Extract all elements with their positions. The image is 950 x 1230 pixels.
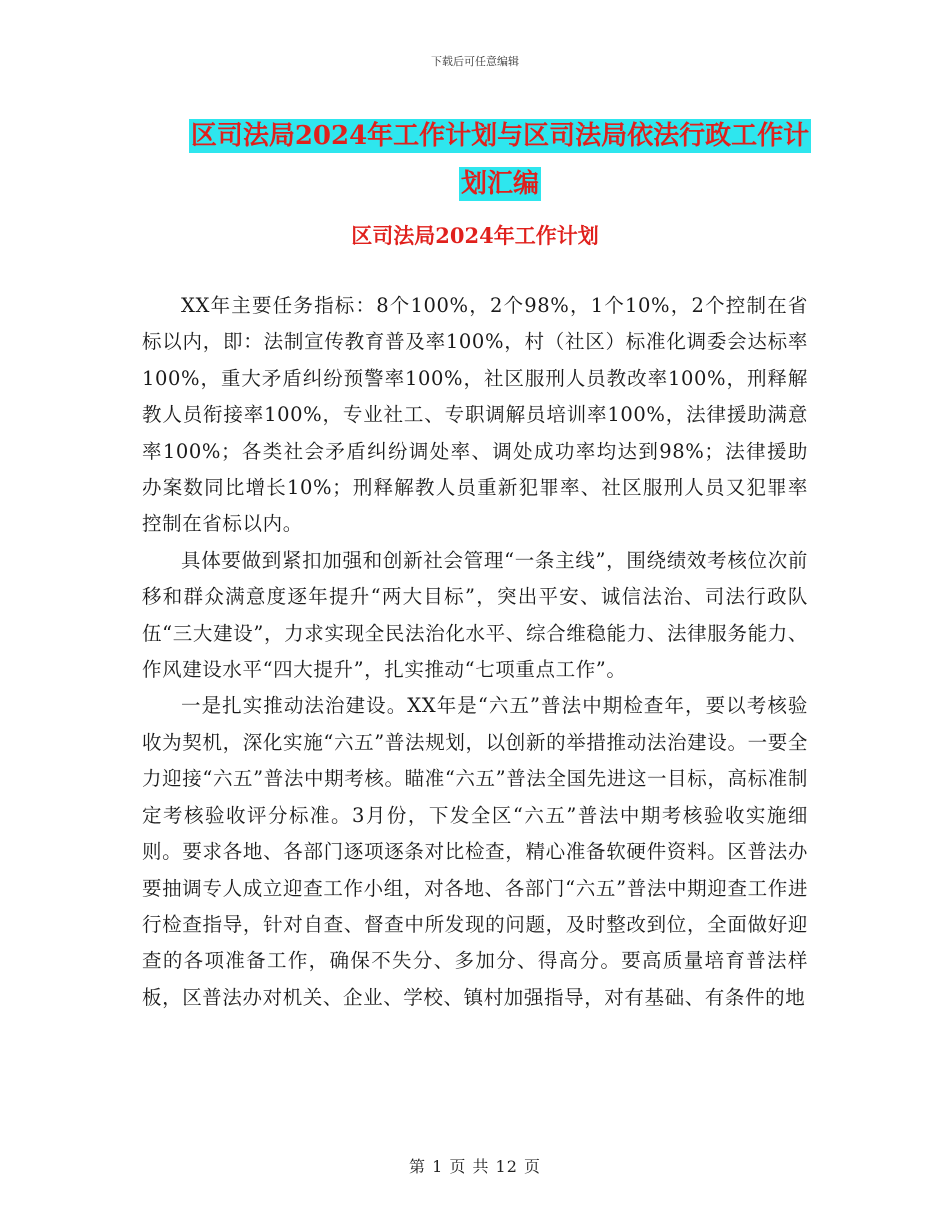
page-header-note: 下载后可任意编辑 <box>431 55 519 68</box>
paragraph-2: 具体要做到紧扣加强和创新社会管理“一条主线”，围绕绩效考核位次前移和群众满意度逐年提升“两大目标”，突出平安、诚信法治、司法行政队伍“三大建设”，力求实现全民法治化水平、综合维稳能力、法律服务能力、作风建设水平“四大提升”，扎实推动“七项重点工作”。 <box>142 548 808 682</box>
page-number: 第 1 页 共 12 页 <box>409 1157 541 1176</box>
paragraph-1: XX年主要任务指标：8个100%，2个98%，1个10%，2个控制在省标以内，即：法制宣传教育普及率100%，村（社区）标准化调委会达标率100%，重大矛盾纠纷预警率100%，社区服刑人员教改率100%，刑释解教人员衔接率100%，专业社工、专职调解员培训率100%，法律援助满意率100%；各类社会矛盾纠纷调处率、调处成功率均达到98%；法律援助办案数同比增长10%；刑释解教人员重新犯罪率、社区服刑人员又犯罪率控制在省标以内。 <box>142 294 808 536</box>
document-title-line-1: 区司法局2024年工作计划与区司法局依法行政工作计 <box>190 121 810 151</box>
document-title-line-2: 划汇编 <box>460 169 539 199</box>
paragraph-3: 一是扎实推动法治建设。XX年是“六五”普法中期检查年，要以考核验收为契机，深化实施“六五”普法规划，以创新的举措推动法治建设。一要全力迎接“六五”普法中期考核。瞄准“六五”普法全国先进这一目标，高标准制定考核验收评分标准。3月份，下发全区“六五”普法中期考核验收实施细则。要求各地、各部门逐项逐条对比检查，精心准备软硬件资料。区普法办要抽调专人成立迎查工作小组，对各地、各部门“六五”普法中期迎查工作进行检查指导，针对自查、督查中所发现的问题，及时整改到位，全面做好迎查的各项准备工作，确保不失分、多加分、得高分。要高质量培育普法样板，区普法办对机关、企业、学校、镇村加强指导，对有基础、有条件的地 <box>142 694 808 1009</box>
document-body <box>142 288 808 1016</box>
document-title <box>140 112 860 208</box>
section-title: 区司法局2024年工作计划 <box>351 223 599 248</box>
